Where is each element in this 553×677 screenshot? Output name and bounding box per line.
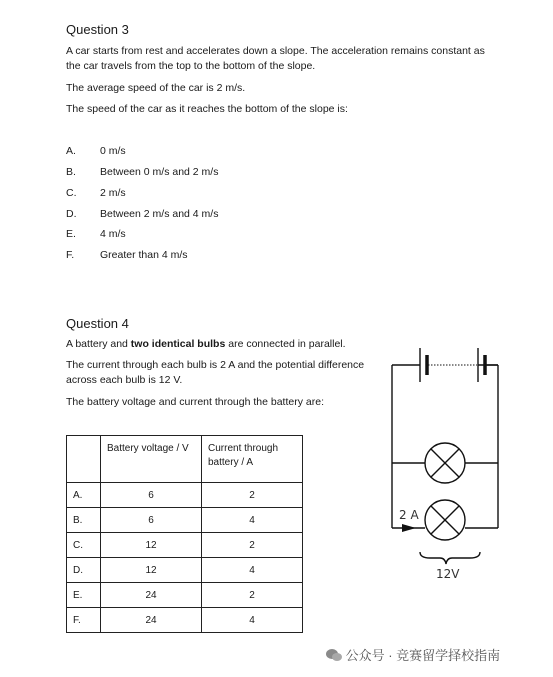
row-voltage: 24 [101,583,202,608]
option-letter: F. [66,249,75,261]
q4-intro [66,337,346,352]
q4-text-line-4: The battery voltage and current through the battery are: [66,396,324,408]
header-current: Current through battery / A [202,436,303,483]
row-current: 4 [202,558,303,583]
watermark-text: 公众号 · 竞赛留学择校指南 [345,648,501,663]
row-current: 4 [202,508,303,533]
table-row[interactable] [67,583,303,608]
row-label: B. [67,508,101,533]
q4-text-line-2: The current through each bulb is 2 A and the potential difference [66,359,365,371]
table-row[interactable] [67,533,303,558]
table-header-empty [67,436,101,483]
row-voltage: 24 [101,608,202,633]
voltage-label: 12V [436,567,460,581]
header-battery-voltage: Battery voltage / V [101,436,202,483]
table-row[interactable] [67,508,303,533]
q3-text-line-2: the car travels from the top to the bottom of the slope. [66,60,316,72]
table-header-row [67,436,303,483]
option-text: 4 m/s [100,228,126,240]
row-voltage: 12 [101,558,202,583]
q4-intro-bold: two identical bulbs [130,338,226,350]
q4-intro-start: A battery and [66,338,131,350]
row-current: 2 [202,533,303,558]
option-text: 0 m/s [100,145,126,157]
table-row[interactable] [67,483,303,508]
current-label: 2 A [399,508,419,522]
q3-text-line-3: The average speed of the car is 2 m/s. [66,82,246,94]
question-3-title: Question 3 [66,22,129,37]
wechat-icon [326,648,342,662]
option-letter: C. [66,187,77,199]
row-voltage: 6 [101,483,202,508]
row-voltage: 6 [101,508,202,533]
watermark [326,645,500,664]
option-letter: A. [66,145,76,157]
row-label: C. [67,533,101,558]
answer-table [66,435,303,633]
row-label: A. [67,483,101,508]
option-text: Between 0 m/s and 2 m/s [100,166,219,178]
row-label: D. [67,558,101,583]
option-text: Greater than 4 m/s [100,249,188,261]
table-row[interactable] [67,608,303,633]
row-label: F. [67,608,101,633]
option-text: Between 2 m/s and 4 m/s [100,208,219,220]
row-label: E. [67,583,101,608]
option-letter: B. [66,166,76,178]
q3-text-line-4: The speed of the car as it reaches the bottom of the slope is: [66,103,348,115]
row-current: 2 [202,483,303,508]
option-text: 2 m/s [100,187,126,199]
row-voltage: 12 [101,533,202,558]
q4-intro-end: are connected in parallel. [225,338,346,350]
row-current: 2 [202,583,303,608]
current-arrow-icon [402,524,416,532]
option-letter: D. [66,208,77,220]
row-current: 4 [202,608,303,633]
table-row[interactable] [67,558,303,583]
option-letter: E. [66,228,76,240]
q3-text-line-1: A car starts from rest and accelerates down a slope. The acceleration remains constant as [66,45,485,57]
q4-text-line-3: across each bulb is 12 V. [66,374,183,386]
circuit-diagram [380,330,520,590]
question-4-title: Question 4 [66,316,129,331]
brace [420,552,480,564]
